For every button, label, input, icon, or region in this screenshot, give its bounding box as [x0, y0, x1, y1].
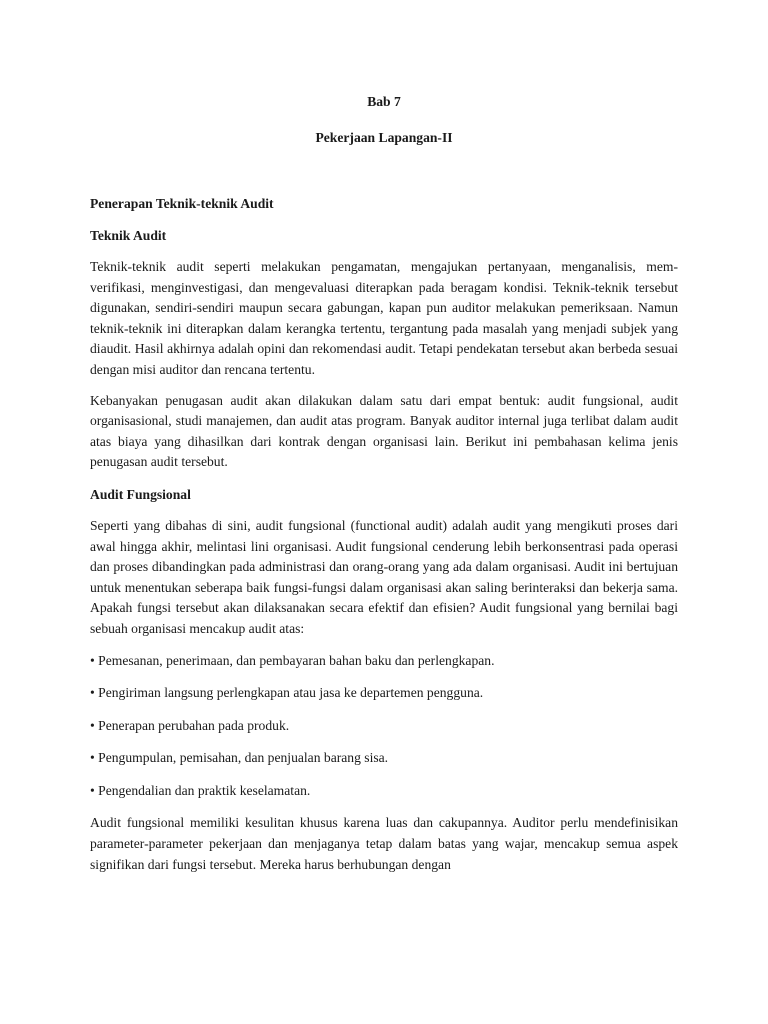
- document-page: [90, 92, 678, 875]
- paragraph-fungsional: Seperti yang dibahas di sini, audit fungsional (functional audit) adalah audit yang mengikuti proses dari awal hingga akhir, melintasi lini organisasi. Audit fungsional cenderung lebih berkonsentrasi pada operasi dan proses dibandingkan pada administrasi dan orang-orang yang ada dalam organisasi. Audit ini bertujuan untuk menentukan seberapa baik fungsi-fungsi dalam organisasi akan saling berinteraksi dan bekerja sama. Apakah fungsi tersebut akan dilaksanakan secara efektif dan efisien? Audit fungsional yang bernilai bagi sebuah organisasi mencakup audit atas:: [90, 517, 678, 636]
- paragraph-last: Audit fungsional memiliki kesulitan khusus karena luas dan cakupannya. Auditor perlu mendefinisikan parameter-parameter pekerjaan dan menjaganya tetap dalam batas yang wajar, mencakup semua aspek signifikan dari fungsi tersebut. Mereka harus berhubungan dengan: [90, 815, 678, 872]
- chapter-title: Pekerjaan Lapangan-II: [315, 130, 453, 145]
- list-item: • Penerapan perubahan pada produk.: [90, 717, 290, 733]
- bullet-list: [90, 651, 678, 801]
- paragraph-teknik-2: Kebanyakan penugasan audit akan dilakukan dalam satu dari empat bentuk: audit fungsional, audit organisasional, studi manajemen, dan audit atas program. Banyak auditor internal juga terlibat dalam audit atas biaya yang dihasilkan dari kontrak dengan organisasi lain. Berikut ini pembahasan kelima jenis penugasan audit tersebut.: [90, 392, 678, 470]
- list-item: • Pengumpulan, pemisahan, dan penjualan barang sisa.: [90, 750, 389, 766]
- chapter-number: Bab 7: [367, 94, 401, 109]
- section-heading: Penerapan Teknik-teknik Audit: [90, 196, 274, 211]
- subsection-heading-teknik-audit: Teknik Audit: [90, 228, 167, 243]
- list-item: • Pemesanan, penerimaan, dan pembayaran bahan baku dan perlengkapan.: [90, 652, 495, 668]
- subsection-heading-audit-fungsional: Audit Fungsional: [90, 486, 191, 502]
- list-item: • Pengendalian dan praktik keselamatan.: [90, 782, 311, 798]
- paragraph-teknik-1: Teknik-teknik audit seperti melakukan pengamatan, mengajukan pertanyaan, menganalisis, mem- verifikasi, menginvestigasi, dan mengevaluasi diterapkan pada beragam kondisi. Teknik-teknik tersebut digunakan, sendiri-sendiri maupun secara gabungan, kapan pun auditor melakukan pemeriksaan. Namun teknik-teknik ini diterapkan dalam kerangka tertentu, tergantung pada masalah yang menjadi subjek yang diaudit. Hasil akhirnya adalah opini dan rekomendasi audit. Tetapi pendekatan tersebut akan berbeda sesuai dengan misi auditor dan rencana tertentu.: [90, 259, 678, 377]
- list-item: • Pengiriman langsung perlengkapan atau jasa ke departemen pengguna.: [90, 685, 484, 701]
